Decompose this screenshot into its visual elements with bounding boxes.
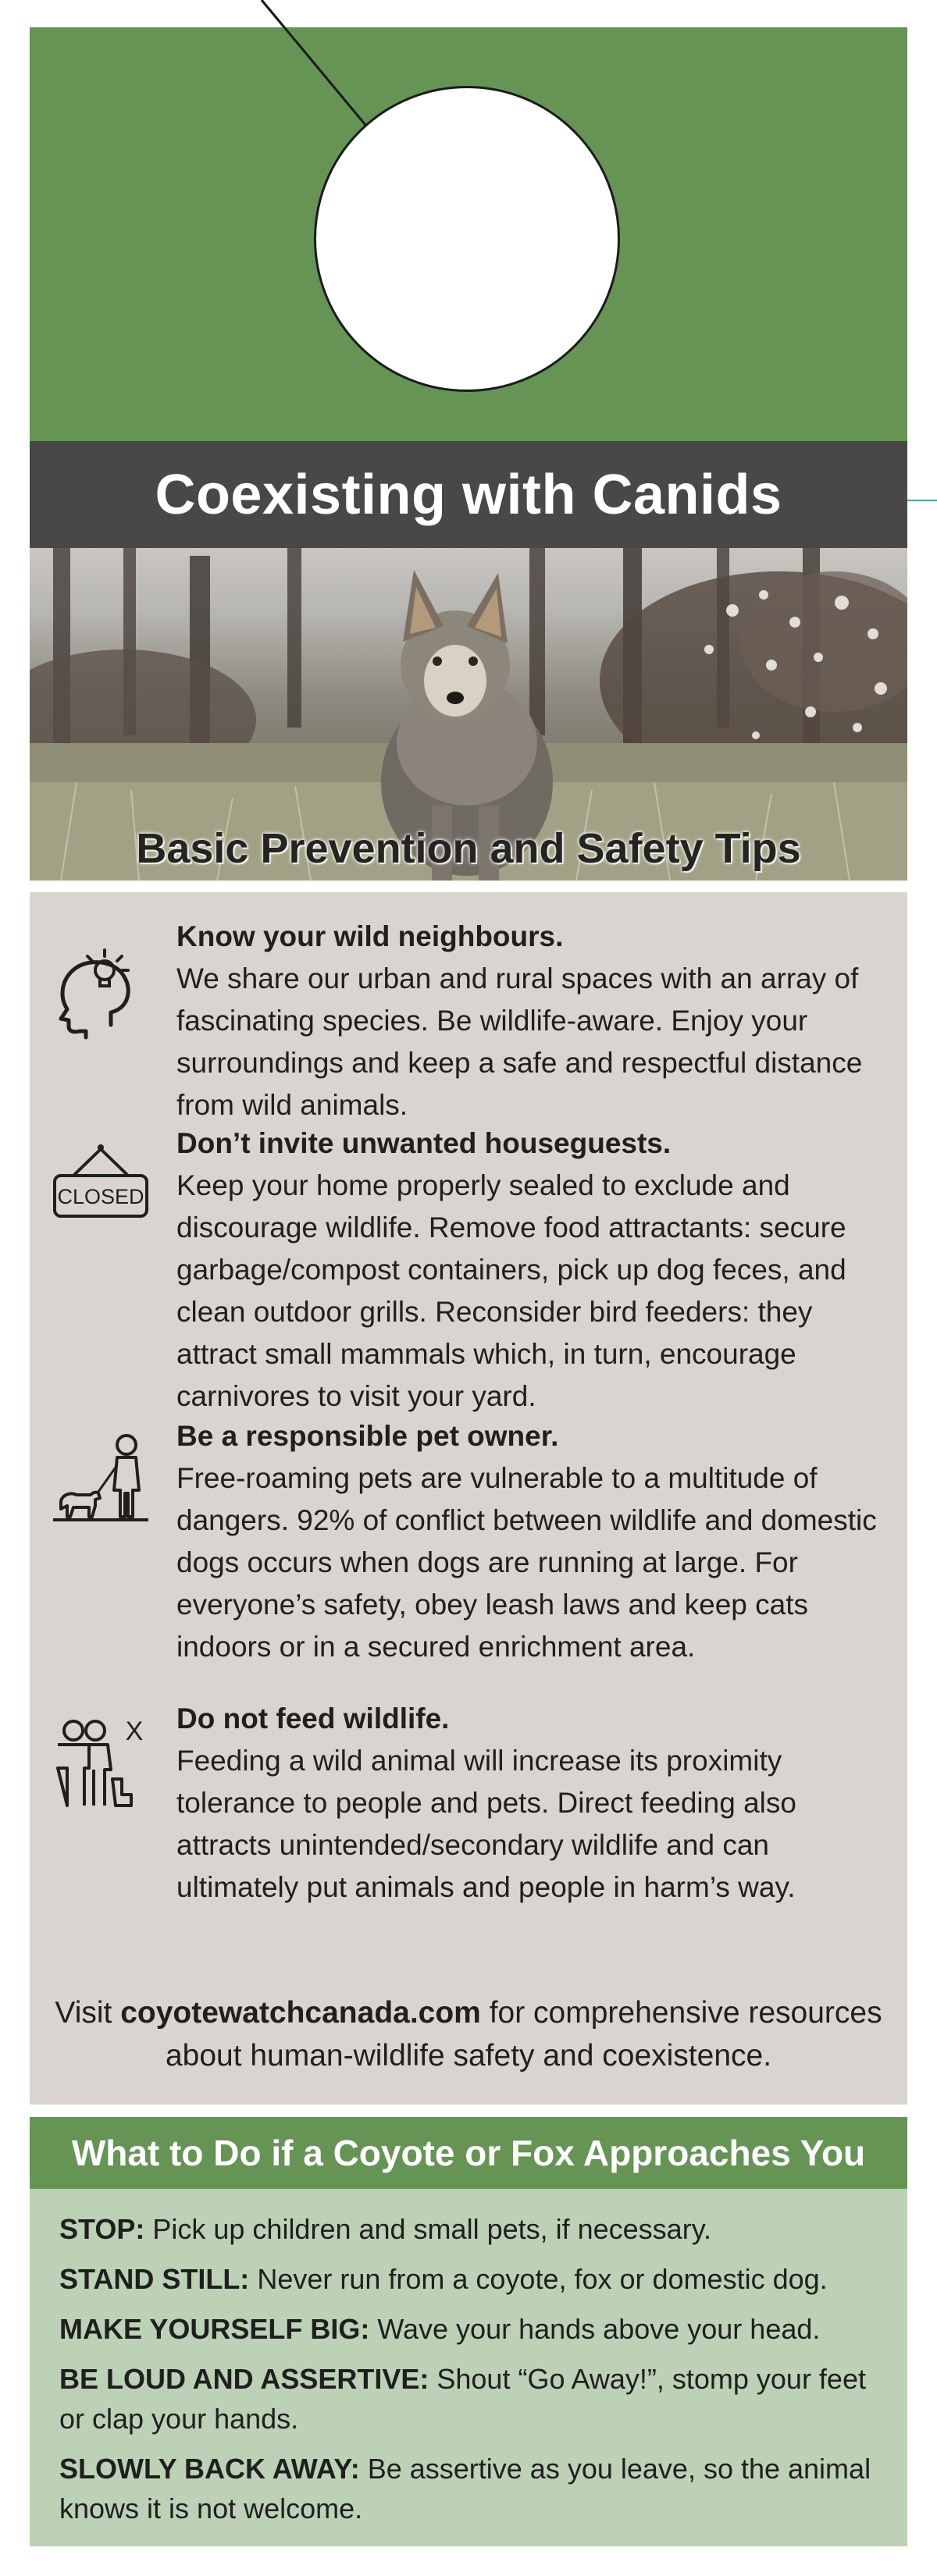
no-feeding-icon	[50, 1713, 151, 1815]
approach-title: What to Do if a Coyote or Fox Approaches You	[71, 2133, 866, 2173]
person-walking-dog-icon	[50, 1431, 151, 1532]
page-title: Coexisting with Canids	[155, 463, 782, 526]
closed-sign-icon	[50, 1138, 151, 1240]
no-feeding-x-mark: X	[125, 1717, 144, 1746]
tip-title: Do not feed wildlife.	[176, 1703, 450, 1735]
approach-item-stand-still	[59, 2259, 879, 2299]
approach-label: SLOWLY BACK AWAY:	[59, 2453, 360, 2485]
approach-item-make-big	[59, 2309, 879, 2349]
approach-text: Pick up children and small pets, if necessary.	[144, 2213, 712, 2245]
edge-accent-line	[907, 500, 937, 501]
approach-item-back-away	[59, 2449, 879, 2528]
tip-title: Don’t invite unwanted houseguests.	[176, 1127, 672, 1159]
tip-body: Feeding a wild animal will increase its proximity tolerance to people and pets. Direct feeding also attracts unintended/secondary wildlife and can ultimately put animals and people in harm’s way.	[176, 1745, 796, 1903]
idea-head-icon	[50, 941, 151, 1042]
tip-title: Know your wild neighbours.	[176, 920, 564, 952]
visit-prefix: Visit	[55, 1996, 121, 2030]
coyote-photo	[30, 548, 907, 881]
tip-body: We share our urban and rural spaces with an array of fascinating species. Be wildlife-aware. Enjoy your surroundings and keep a safe and respectful distance from wild animals.	[176, 962, 863, 1121]
tip-text	[176, 1123, 892, 1418]
photo-caption: Basic Prevention and Safety Tips	[136, 825, 801, 872]
tip-text	[176, 916, 892, 1126]
approach-text: Be assertive as you leave, so the animal knows it is not welcome.	[59, 2453, 871, 2524]
approach-header	[30, 2117, 907, 2189]
closed-sign-label: CLOSED	[57, 1185, 144, 1208]
approach-panel	[30, 2117, 907, 2546]
tip-title: Be a responsible pet owner.	[176, 1420, 559, 1452]
approach-label: MAKE YOURSELF BIG:	[59, 2313, 370, 2345]
tip-text	[176, 1415, 892, 1668]
approach-label: STAND STILL:	[59, 2263, 250, 2295]
tip-body: Free-roaming pets are vulnerable to a multitude of dangers. 92% of conflict between wildlife and domestic dogs occurs when dogs are running at large. For everyone’s safety, obey leash laws and keep cats indoors or in a secured enrichment area.	[176, 1462, 877, 1663]
visit-resources	[30, 1991, 907, 2077]
hanger-hole	[314, 86, 620, 392]
approach-list	[59, 2209, 879, 2539]
website-link[interactable]: coyotewatchcanada.com	[120, 1996, 481, 2030]
approach-text: Never run from a coyote, fox or domestic dog.	[249, 2263, 828, 2295]
tip-body: Keep your home properly sealed to exclude and discourage wildlife. Remove food attractants: secure garbage/compost containers, pick up dog feces, and clean outdoor grills. Reconsider bird feeders: they attract small mammals which, in turn, encourage carnivores to visit your yard.	[176, 1169, 846, 1412]
approach-item-stop	[59, 2209, 879, 2249]
approach-label: STOP:	[59, 2213, 145, 2245]
visit-suffix: for comprehensive resources about human-wildlife safety and coexistence.	[165, 1996, 882, 2073]
tips-panel	[30, 892, 907, 2105]
approach-label: BE LOUD AND ASSERTIVE:	[59, 2363, 429, 2395]
title-band	[30, 441, 907, 548]
door-hanger-top	[30, 27, 907, 441]
tip-text	[176, 1698, 892, 1909]
approach-item-be-loud	[59, 2359, 879, 2439]
approach-text: Wave your hands above your head.	[369, 2313, 821, 2345]
approach-text: Shout “Go Away!”, stomp your feet or clap your hands.	[59, 2363, 866, 2435]
